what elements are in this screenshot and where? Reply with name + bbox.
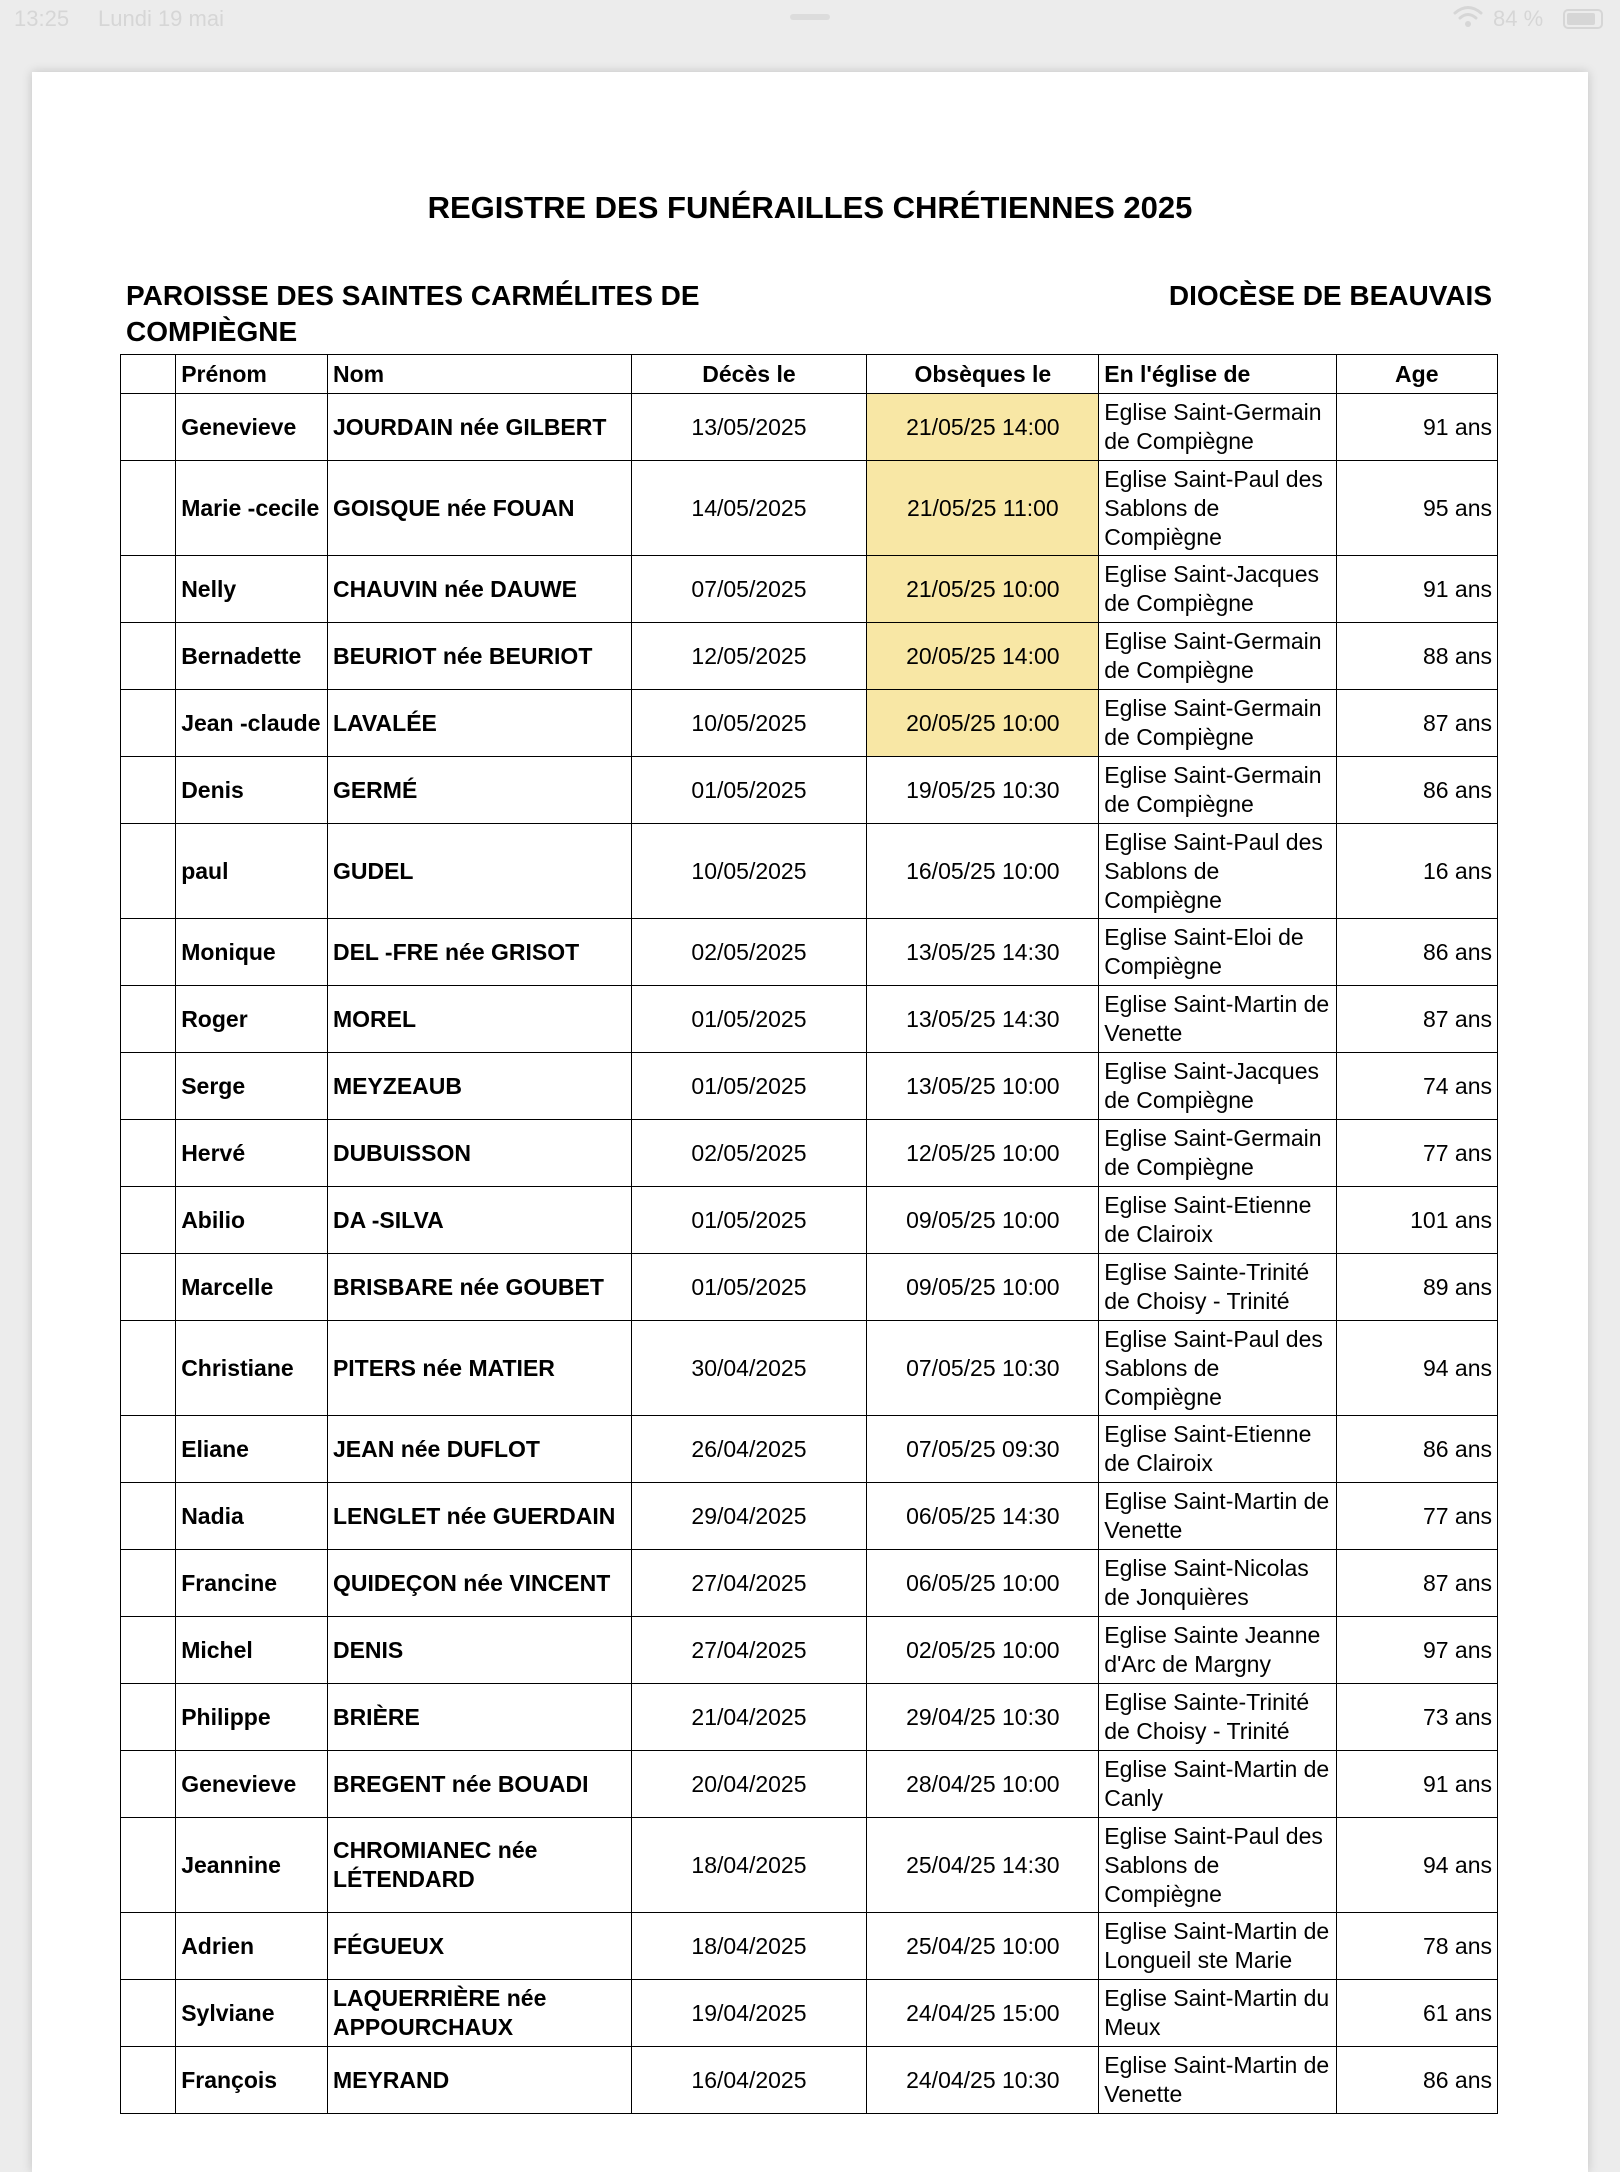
- cell-nom: CHROMIANEC née LÉTENDARD: [327, 1818, 631, 1913]
- cell-age: 94 ans: [1336, 1321, 1497, 1416]
- cell-obseques: 24/04/25 15:00: [867, 1980, 1099, 2047]
- cell-prenom: Nelly: [176, 556, 328, 623]
- cell-index: [121, 1751, 176, 1818]
- table-header-row: [121, 355, 1498, 394]
- table-row: [121, 1751, 1498, 1818]
- cell-deces: 13/05/2025: [631, 394, 867, 461]
- cell-nom: BREGENT née BOUADI: [327, 1751, 631, 1818]
- table-row: [121, 623, 1498, 690]
- cell-prenom: Abilio: [176, 1187, 328, 1254]
- cell-obseques: 19/05/25 10:30: [867, 757, 1099, 824]
- cell-index: [121, 690, 176, 757]
- cell-age: 86 ans: [1336, 1416, 1497, 1483]
- cell-index: [121, 757, 176, 824]
- cell-deces: 21/04/2025: [631, 1684, 867, 1751]
- cell-obseques: 21/05/25 10:00: [867, 556, 1099, 623]
- cell-obseques: 25/04/25 10:00: [867, 1913, 1099, 1980]
- cell-eglise: Eglise Saint-Paul des Sablons de Compiègne: [1099, 1818, 1336, 1913]
- cell-prenom: Marcelle: [176, 1254, 328, 1321]
- column-header-obseques: Obsèques le: [867, 355, 1099, 394]
- cell-obseques: 06/05/25 10:00: [867, 1550, 1099, 1617]
- cell-obseques: 25/04/25 14:30: [867, 1818, 1099, 1913]
- cell-eglise: Eglise Saint-Jacques de Compiègne: [1099, 1053, 1336, 1120]
- table-row: [121, 1254, 1498, 1321]
- cell-prenom: Monique: [176, 919, 328, 986]
- cell-age: 91 ans: [1336, 1751, 1497, 1818]
- cell-deces: 10/05/2025: [631, 824, 867, 919]
- cell-index: [121, 1416, 176, 1483]
- cell-index: [121, 1483, 176, 1550]
- table-row: [121, 2047, 1498, 2114]
- cell-age: 91 ans: [1336, 556, 1497, 623]
- cell-age: 87 ans: [1336, 690, 1497, 757]
- cell-deces: 01/05/2025: [631, 757, 867, 824]
- cell-index: [121, 623, 176, 690]
- cell-obseques: 07/05/25 09:30: [867, 1416, 1099, 1483]
- cell-nom: GUDEL: [327, 824, 631, 919]
- cell-nom: LAVALÉE: [327, 690, 631, 757]
- cell-eglise: Eglise Saint-Germain de Compiègne: [1099, 690, 1336, 757]
- table-row: [121, 1818, 1498, 1913]
- cell-index: [121, 1187, 176, 1254]
- cell-nom: LAQUERRIÈRE née APPOURCHAUX: [327, 1980, 631, 2047]
- cell-nom: QUIDEÇON née VINCENT: [327, 1550, 631, 1617]
- cell-prenom: François: [176, 2047, 328, 2114]
- cell-index: [121, 394, 176, 461]
- table-row: [121, 556, 1498, 623]
- cell-prenom: Marie -cecile: [176, 461, 328, 556]
- cell-prenom: Eliane: [176, 1416, 328, 1483]
- table-row: [121, 1550, 1498, 1617]
- table-row: [121, 1483, 1498, 1550]
- cell-deces: 27/04/2025: [631, 1550, 867, 1617]
- table-row: [121, 919, 1498, 986]
- cell-deces: 14/05/2025: [631, 461, 867, 556]
- cell-obseques: 16/05/25 10:00: [867, 824, 1099, 919]
- cell-nom: CHAUVIN née DAUWE: [327, 556, 631, 623]
- cell-obseques: 13/05/25 14:30: [867, 919, 1099, 986]
- cell-age: 101 ans: [1336, 1187, 1497, 1254]
- cell-nom: MEYZEAUB: [327, 1053, 631, 1120]
- column-header-age: Age: [1336, 355, 1497, 394]
- cell-nom: FÉGUEUX: [327, 1913, 631, 1980]
- cell-obseques: 21/05/25 11:00: [867, 461, 1099, 556]
- column-header-deces: Décès le: [631, 355, 867, 394]
- cell-obseques: 06/05/25 14:30: [867, 1483, 1099, 1550]
- cell-obseques: 13/05/25 14:30: [867, 986, 1099, 1053]
- column-header-prenom: Prénom: [176, 355, 328, 394]
- cell-nom: JEAN née DUFLOT: [327, 1416, 631, 1483]
- status-time: 13:25: [14, 6, 70, 31]
- cell-prenom: Christiane: [176, 1321, 328, 1416]
- funeral-register-table: [120, 354, 1498, 2114]
- cell-nom: BRIÈRE: [327, 1684, 631, 1751]
- cell-obseques: 09/05/25 10:00: [867, 1187, 1099, 1254]
- cell-prenom: Adrien: [176, 1913, 328, 1980]
- cell-age: 88 ans: [1336, 623, 1497, 690]
- cell-deces: 01/05/2025: [631, 1053, 867, 1120]
- cell-nom: GOISQUE née FOUAN: [327, 461, 631, 556]
- cell-nom: DA -SILVA: [327, 1187, 631, 1254]
- cell-index: [121, 1254, 176, 1321]
- cell-deces: 10/05/2025: [631, 690, 867, 757]
- cell-nom: DEL -FRE née GRISOT: [327, 919, 631, 986]
- cell-age: 91 ans: [1336, 394, 1497, 461]
- column-header-eglise: En l'église de: [1099, 355, 1336, 394]
- cell-age: 77 ans: [1336, 1120, 1497, 1187]
- cell-nom: JOURDAIN née GILBERT: [327, 394, 631, 461]
- status-bar: [0, 0, 1620, 40]
- cell-eglise: Eglise Saint-Martin du Meux: [1099, 1980, 1336, 2047]
- cell-prenom: Jeannine: [176, 1818, 328, 1913]
- cell-eglise: Eglise Saint-Nicolas de Jonquières: [1099, 1550, 1336, 1617]
- battery-level: 84 %: [1493, 6, 1544, 31]
- document-title: REGISTRE DES FUNÉRAILLES CHRÉTIENNES 2025: [427, 190, 1193, 225]
- cell-eglise: Eglise Sainte-Trinité de Choisy - Trinité: [1099, 1254, 1336, 1321]
- cell-deces: 18/04/2025: [631, 1818, 867, 1913]
- cell-obseques: 02/05/25 10:00: [867, 1617, 1099, 1684]
- cell-index: [121, 1053, 176, 1120]
- cell-age: 89 ans: [1336, 1254, 1497, 1321]
- cell-index: [121, 1321, 176, 1416]
- column-header-nom: Nom: [327, 355, 631, 394]
- multitask-handle[interactable]: [790, 14, 830, 20]
- cell-obseques: 13/05/25 10:00: [867, 1053, 1099, 1120]
- cell-prenom: Francine: [176, 1550, 328, 1617]
- cell-prenom: Denis: [176, 757, 328, 824]
- table-row: [121, 986, 1498, 1053]
- cell-eglise: Eglise Sainte Jeanne d'Arc de Margny: [1099, 1617, 1336, 1684]
- cell-nom: DUBUISSON: [327, 1120, 631, 1187]
- cell-age: 86 ans: [1336, 2047, 1497, 2114]
- cell-obseques: 12/05/25 10:00: [867, 1120, 1099, 1187]
- cell-prenom: Bernadette: [176, 623, 328, 690]
- table-row: [121, 1617, 1498, 1684]
- cell-age: 95 ans: [1336, 461, 1497, 556]
- table-row: [121, 757, 1498, 824]
- document-page: [32, 72, 1588, 2172]
- cell-prenom: Nadia: [176, 1483, 328, 1550]
- cell-nom: MEYRAND: [327, 2047, 631, 2114]
- cell-deces: 20/04/2025: [631, 1751, 867, 1818]
- table-row: [121, 1053, 1498, 1120]
- cell-eglise: Eglise Saint-Germain de Compiègne: [1099, 394, 1336, 461]
- cell-nom: BRISBARE née GOUBET: [327, 1254, 631, 1321]
- cell-age: 73 ans: [1336, 1684, 1497, 1751]
- cell-index: [121, 1913, 176, 1980]
- cell-age: 16 ans: [1336, 824, 1497, 919]
- diocese-name: DIOCÈSE DE BEAUVAIS: [1168, 280, 1492, 311]
- cell-age: 87 ans: [1336, 1550, 1497, 1617]
- parish-name: PAROISSE DES SAINTES CARMÉLITES DE COMPIÈGNE: [126, 280, 700, 347]
- cell-deces: 12/05/2025: [631, 623, 867, 690]
- table-row: [121, 824, 1498, 919]
- cell-eglise: Eglise Saint-Etienne de Clairoix: [1099, 1416, 1336, 1483]
- cell-eglise: Eglise Saint-Germain de Compiègne: [1099, 757, 1336, 824]
- cell-prenom: paul: [176, 824, 328, 919]
- cell-obseques: 20/05/25 14:00: [867, 623, 1099, 690]
- table-row: [121, 394, 1498, 461]
- cell-obseques: 07/05/25 10:30: [867, 1321, 1099, 1416]
- table-row: [121, 1913, 1498, 1980]
- cell-age: 78 ans: [1336, 1913, 1497, 1980]
- cell-eglise: Eglise Saint-Martin de Venette: [1099, 1483, 1336, 1550]
- cell-age: 74 ans: [1336, 1053, 1497, 1120]
- table-body: [121, 394, 1498, 2114]
- cell-prenom: Philippe: [176, 1684, 328, 1751]
- cell-deces: 27/04/2025: [631, 1617, 867, 1684]
- cell-index: [121, 461, 176, 556]
- cell-nom: BEURIOT née BEURIOT: [327, 623, 631, 690]
- cell-eglise: Eglise Saint-Paul des Sablons de Compiègne: [1099, 824, 1336, 919]
- cell-age: 77 ans: [1336, 1483, 1497, 1550]
- cell-eglise: Eglise Saint-Paul des Sablons de Compiègne: [1099, 461, 1336, 556]
- cell-nom: DENIS: [327, 1617, 631, 1684]
- cell-prenom: Genevieve: [176, 1751, 328, 1818]
- cell-deces: 01/05/2025: [631, 1254, 867, 1321]
- cell-obseques: 28/04/25 10:00: [867, 1751, 1099, 1818]
- cell-deces: 07/05/2025: [631, 556, 867, 623]
- cell-prenom: Genevieve: [176, 394, 328, 461]
- table-row: [121, 1980, 1498, 2047]
- cell-obseques: 20/05/25 10:00: [867, 690, 1099, 757]
- cell-index: [121, 824, 176, 919]
- cell-nom: LENGLET née GUERDAIN: [327, 1483, 631, 1550]
- table-row: [121, 1684, 1498, 1751]
- cell-age: 86 ans: [1336, 919, 1497, 986]
- cell-index: [121, 556, 176, 623]
- cell-deces: 16/04/2025: [631, 2047, 867, 2114]
- cell-age: 94 ans: [1336, 1818, 1497, 1913]
- status-date: Lundi 19 mai: [98, 6, 224, 31]
- cell-age: 87 ans: [1336, 986, 1497, 1053]
- table-row: [121, 461, 1498, 556]
- cell-prenom: Michel: [176, 1617, 328, 1684]
- cell-prenom: Jean -claude: [176, 690, 328, 757]
- cell-obseques: 29/04/25 10:30: [867, 1684, 1099, 1751]
- table-row: [121, 690, 1498, 757]
- cell-eglise: Eglise Saint-Germain de Compiègne: [1099, 623, 1336, 690]
- cell-deces: 26/04/2025: [631, 1416, 867, 1483]
- cell-deces: 02/05/2025: [631, 1120, 867, 1187]
- cell-eglise: Eglise Saint-Paul des Sablons de Compiègne: [1099, 1321, 1336, 1416]
- cell-index: [121, 1980, 176, 2047]
- cell-eglise: Eglise Saint-Etienne de Clairoix: [1099, 1187, 1336, 1254]
- cell-obseques: 21/05/25 14:00: [867, 394, 1099, 461]
- cell-prenom: Sylviane: [176, 1980, 328, 2047]
- cell-deces: 01/05/2025: [631, 986, 867, 1053]
- cell-index: [121, 986, 176, 1053]
- cell-deces: 19/04/2025: [631, 1980, 867, 2047]
- table-row: [121, 1120, 1498, 1187]
- cell-obseques: 09/05/25 10:00: [867, 1254, 1099, 1321]
- cell-eglise: Eglise Saint-Martin de Venette: [1099, 986, 1336, 1053]
- cell-eglise: Eglise Sainte-Trinité de Choisy - Trinité: [1099, 1684, 1336, 1751]
- cell-nom: GERMÉ: [327, 757, 631, 824]
- table-row: [121, 1321, 1498, 1416]
- column-header-index: [121, 355, 176, 394]
- cell-prenom: Serge: [176, 1053, 328, 1120]
- cell-deces: 18/04/2025: [631, 1913, 867, 1980]
- cell-index: [121, 1684, 176, 1751]
- wifi-icon: [1453, 4, 1483, 30]
- cell-eglise: Eglise Saint-Martin de Venette: [1099, 2047, 1336, 2114]
- cell-prenom: Hervé: [176, 1120, 328, 1187]
- battery-icon: [1563, 9, 1603, 29]
- cell-age: 97 ans: [1336, 1617, 1497, 1684]
- cell-eglise: Eglise Saint-Martin de Canly: [1099, 1751, 1336, 1818]
- cell-deces: 30/04/2025: [631, 1321, 867, 1416]
- cell-eglise: Eglise Saint-Martin de Longueil ste Marie: [1099, 1913, 1336, 1980]
- table-row: [121, 1416, 1498, 1483]
- cell-age: 61 ans: [1336, 1980, 1497, 2047]
- cell-deces: 29/04/2025: [631, 1483, 867, 1550]
- cell-index: [121, 2047, 176, 2114]
- cell-eglise: Eglise Saint-Germain de Compiègne: [1099, 1120, 1336, 1187]
- cell-index: [121, 919, 176, 986]
- cell-index: [121, 1818, 176, 1913]
- cell-index: [121, 1120, 176, 1187]
- cell-deces: 02/05/2025: [631, 919, 867, 986]
- cell-obseques: 24/04/25 10:30: [867, 2047, 1099, 2114]
- cell-age: 86 ans: [1336, 757, 1497, 824]
- cell-nom: MOREL: [327, 986, 631, 1053]
- cell-index: [121, 1550, 176, 1617]
- cell-prenom: Roger: [176, 986, 328, 1053]
- cell-deces: 01/05/2025: [631, 1187, 867, 1254]
- table-row: [121, 1187, 1498, 1254]
- cell-nom: PITERS née MATIER: [327, 1321, 631, 1416]
- cell-index: [121, 1617, 176, 1684]
- cell-eglise: Eglise Saint-Eloi de Compiègne: [1099, 919, 1336, 986]
- cell-eglise: Eglise Saint-Jacques de Compiègne: [1099, 556, 1336, 623]
